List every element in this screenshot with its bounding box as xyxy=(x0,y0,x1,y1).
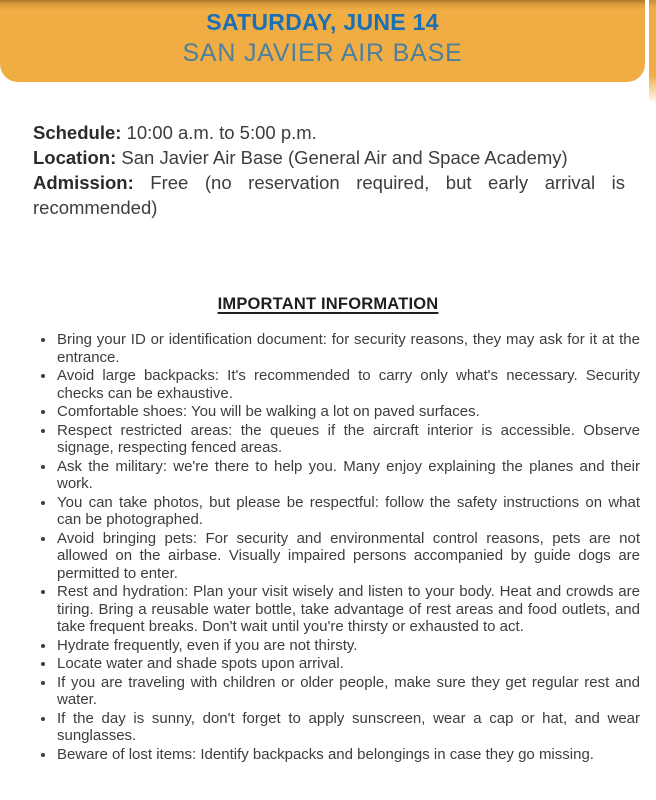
schedule-label: Schedule: xyxy=(33,122,122,143)
event-date-title: SATURDAY, JUNE 14 xyxy=(206,9,439,35)
list-item: • Beware of lost items: Identify backpacks and belongings in case they go missing. xyxy=(56,746,640,764)
list-item: • You can take photos, but please be respectful: follow the safety instructions on what can be photographed. xyxy=(56,494,640,529)
location-label: Location: xyxy=(33,147,117,168)
location-value: San Javier Air Base (General Air and Space Academy) xyxy=(116,147,568,168)
list-item: • Avoid large backpacks: It's recommended to carry only what's necessary. Security checks can be exhaustive. xyxy=(56,367,640,402)
list-item: • Ask the military: we're there to help you. Many enjoy explaining the planes and their work. xyxy=(56,458,640,493)
admission-line xyxy=(33,170,625,220)
list-item: • Rest and hydration: Plan your visit wisely and listen to your body. Heat and crowds are tiring. Bring a reusable water bottle, take advantage of rest areas and food outlets, and take frequent breaks. Don't wait until you're thirsty or exhausted to act. xyxy=(56,583,640,636)
event-location-subtitle: SAN JAVIER AIR BASE xyxy=(182,39,463,67)
list-item: • If the day is sunny, don't forget to apply sunscreen, wear a cap or hat, and wear sunglasses. xyxy=(56,710,640,745)
list-item: • Bring your ID or identification document: for security reasons, they may ask for it at the entrance. xyxy=(56,331,640,366)
schedule-value: 10:00 a.m. to 5:00 p.m. xyxy=(121,122,317,143)
list-item: • Comfortable shoes: You will be walking a lot on paved surfaces. xyxy=(56,403,640,421)
list-item: • Locate water and shade spots upon arrival. xyxy=(56,655,640,673)
location-line xyxy=(33,145,625,170)
admission-label: Admission: xyxy=(33,172,134,193)
event-banner xyxy=(0,0,645,82)
important-information-heading: IMPORTANT INFORMATION xyxy=(217,295,439,313)
admission-value: Free (no reservation required, but early arrival is recommended) xyxy=(33,172,625,218)
schedule-line xyxy=(33,120,625,145)
page-edge-strip xyxy=(649,0,656,104)
list-item: • Respect restricted areas: the queues if the aircraft interior is accessible. Observe signage, respecting fenced areas. xyxy=(56,422,640,457)
list-item: • Hydrate frequently, even if you are not thirsty. xyxy=(56,637,640,655)
important-information-list xyxy=(38,331,640,764)
list-item: • Avoid bringing pets: For security and environmental control reasons, pets are not allowed on the airbase. Visually impaired persons accompanied by guide dogs are permitted to enter. xyxy=(56,530,640,583)
list-item: • If you are traveling with children or older people, make sure they get regular rest and water. xyxy=(56,674,640,709)
event-details xyxy=(33,120,625,220)
